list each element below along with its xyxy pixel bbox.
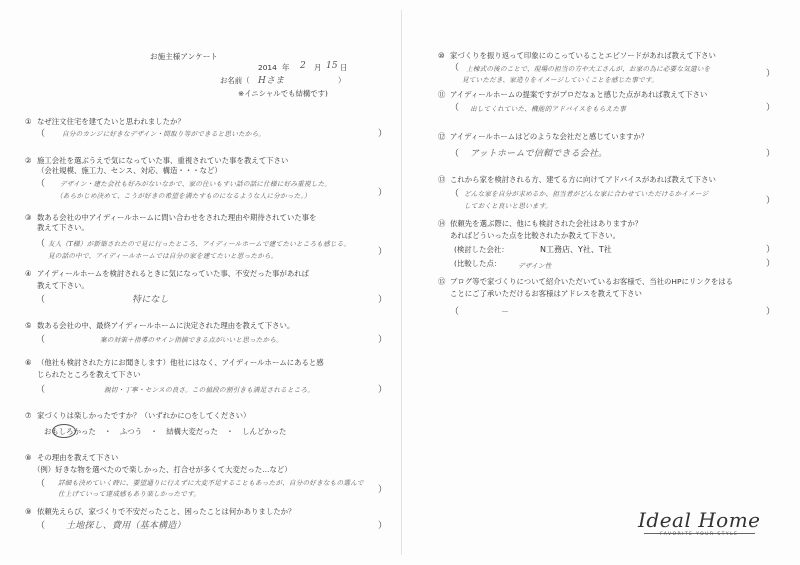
answer-9: 土地探し、費用（基本構造） (66, 521, 186, 531)
answer-open-paren: （ (36, 385, 46, 395)
question-15-line2: ことにご了承いただけるお客様はアドレスを教えて下さい (450, 289, 642, 298)
answer-open-paren: （ (36, 521, 46, 531)
answer-3: 友人（T様）が新築されたので見に行ったところ、アイディールホームで建てたいところも感じる。 (48, 240, 351, 248)
answer-close-paren: ） (766, 259, 776, 269)
answer-open-paren: （ (450, 63, 460, 73)
question-13 (438, 174, 716, 185)
answer-open-paren: （ (450, 307, 460, 317)
answer-11: 出してくれていた、機能的アドバイスをもらえた事 (470, 105, 627, 113)
question-text: その理由を教えて下さい (37, 453, 119, 462)
answer-10-line2: 見ていただき、家造りをイメージしていくことを感じた事です。 (462, 76, 659, 84)
question-number: ⑤ (25, 321, 32, 330)
choice-separator: ・ (150, 427, 158, 436)
question-text: 施工会社を選ぶうえで気になっていた事、重視されていた事を教えて下さい (37, 156, 289, 165)
answer-6: 親切・丁寧・センスの良さ。この値段の割引きも満足されるところ。 (104, 386, 315, 394)
question-number: ⑭ (438, 219, 446, 228)
date-year-unit: 年 (282, 63, 290, 72)
name-label: お名前（ (220, 76, 250, 85)
date-day: 15 (326, 61, 338, 71)
question-8-example: （例）好きな物を選べたので楽しかった、打合せが多くて大変だった…など） (33, 465, 292, 474)
answer-close-paren: ） (378, 521, 388, 531)
question-text: 依頼先えらび、家づくりで不安だったこと、困ったことは何かありましたか？ (37, 507, 296, 516)
answer-open-paren: （ (36, 335, 46, 345)
question-10 (438, 50, 716, 61)
question-number: ③ (25, 213, 32, 222)
question-number: ⑦ (25, 411, 32, 420)
question-number: ⑩ (438, 51, 445, 60)
question-5 (25, 320, 294, 331)
selected-choice-circle (52, 424, 76, 438)
compared-companies-value: N工務店、Y社、T社 (540, 245, 612, 254)
answer-close-paren: ） (378, 247, 388, 257)
answer-open-paren: （ (36, 479, 46, 489)
question-number: ⑫ (438, 132, 446, 141)
answer-close-paren: ） (766, 307, 776, 317)
question-text: アイディールホームはどのような会社だと感じていますか？ (450, 132, 649, 141)
choice-separator: ・ (226, 427, 234, 436)
question-number: ⑨ (25, 507, 32, 516)
question-4 (25, 268, 309, 279)
choice-separator: ・ (104, 427, 112, 436)
question-number: ⑮ (438, 277, 446, 286)
answer-8: 詳細も決めていく時に、要望通りに行えずに大変不足することもあったが、自分の好きなもの選んで (58, 479, 364, 487)
question-9 (25, 506, 295, 517)
logo-tagline: FAVORITE YOUR STYLE (660, 532, 739, 537)
question-6-line2: じられたところを教えて下さい (37, 370, 141, 379)
question-6 (25, 357, 324, 368)
question-3-line2: 教えて下さい。 (37, 223, 89, 232)
date-month-unit: 月 (314, 63, 322, 72)
answer-close-paren: ） (766, 149, 776, 159)
answer-5: 案の対策＋指導のサイン指摘できる点がいいと思ったから。 (100, 336, 283, 344)
question-8 (25, 452, 118, 463)
page-fold-divider (401, 10, 402, 555)
answer-close-paren: ） (766, 245, 776, 255)
choice-normal[interactable]: ふつう (119, 427, 143, 436)
answer-2: デザイン・建た会社も好みがないなかで、家の住いもすい話の話に仕様に好み重視した。 (60, 180, 332, 188)
question-number: ⑥ (25, 358, 32, 367)
answer-4: 特になし (132, 295, 169, 305)
date-day-unit: 日 (340, 63, 348, 72)
question-text: （他社も検討された方にお聞きします）他社にはなく、アイディールホームにあると感 (37, 358, 324, 367)
answer-12: アットホームで信頼できる会社。 (470, 149, 608, 159)
question-number: ④ (25, 269, 32, 278)
answer-13-line2: しておくと良いと思います。 (464, 202, 552, 210)
question-number: ⑬ (438, 175, 446, 184)
question-text: アイディールホームを検討されるときに気になっていた事、不安だった事があれば (37, 269, 310, 278)
answer-1: 自分のカンジに好きなデザイン・間取り等ができると思いたから。 (62, 130, 266, 138)
initial-note: ※イニシャルでも結構です) (238, 89, 328, 98)
choice-fun[interactable]: おもしろかった (44, 427, 96, 436)
question-number: ① (25, 117, 32, 126)
blank-answer-mark (502, 311, 508, 312)
answer-open-paren: （ (36, 179, 46, 189)
question-text: 家づくりは楽しかったですか？（いずれかに○をしてください） (37, 411, 251, 420)
survey-title: お施主様アンケート (150, 52, 218, 61)
question-14 (438, 218, 642, 229)
question-text: これから家を検討される方、建てる方に向けてアドバイスがあれば教えて下さい (450, 175, 716, 184)
answer-close-paren: ） (378, 129, 388, 139)
question-number: ② (25, 156, 32, 165)
answer-close-paren: ） (766, 69, 776, 79)
compared-points-label: (比較した点： (454, 259, 502, 268)
date-year: 2014 (258, 63, 277, 72)
ideal-home-logo (638, 508, 761, 537)
question-number: ⑪ (438, 90, 446, 99)
answer-open-paren: （ (450, 189, 460, 199)
choice-hard[interactable]: 結構大変だった (166, 427, 218, 436)
answer-3-line2: 見の話の中で、アイディールホームでは自分の家を建てたいと思ったから。 (48, 252, 278, 260)
question-1 (25, 116, 185, 127)
answer-close-paren: ） (378, 295, 388, 305)
date-month: 2 (300, 61, 306, 71)
compared-points-value: デザイン性 (518, 262, 552, 270)
answer-close-paren: ） (378, 385, 388, 395)
question-number: ⑧ (25, 453, 32, 462)
choice-row (44, 426, 286, 437)
question-4-line2: 教えて下さい。 (37, 281, 89, 290)
answer-open-paren: （ (36, 129, 46, 139)
answer-10: 上棟式の後のことで、現場の担当の方や大工さんが、お家の為に必要な気遣いを (466, 65, 711, 73)
answer-13: どんな家を自分が求めるか、担当者がどんな家に合わせていただけるかイメージ (464, 190, 709, 198)
answer-open-paren: （ (36, 295, 46, 305)
question-12 (438, 131, 648, 142)
answer-close-paren: ） (766, 196, 776, 206)
question-text: なぜ注文住宅を建てたいと思われましたか？ (37, 117, 185, 126)
question-14-line2: あればどういった点を比較されたか教えて下さい。 (450, 231, 620, 240)
question-7 (25, 410, 250, 421)
answer-close-paren: ） (378, 188, 388, 198)
question-text: 数ある会社の中アイディールホームに問い合わせをされた理由や期待されていた事を (37, 213, 317, 222)
answer-2-line2: （あらかじめ決めて、こうが好きの希望を満たすものになるような人に分かった。） (56, 192, 311, 200)
question-text: 数ある会社の中、最終アイディールホームに決定された理由を教えて下さい。 (37, 321, 295, 330)
answer-close-paren: ） (378, 335, 388, 345)
question-2-sub: （会社規模、施工力、センス、対応、構造・・・など） (37, 166, 222, 175)
question-text: ブログ等で家づくりについて紹介いただいているお客様で、当社のHPにリンクをはる (450, 277, 734, 286)
question-text: 依頼先を選ぶ際に、他にも検討された会社はありますか？ (450, 219, 643, 228)
answer-close-paren: ） (378, 485, 388, 495)
answer-open-paren: （ (450, 149, 460, 159)
answer-open-paren: （ (36, 239, 46, 249)
name-close: ） (338, 76, 346, 85)
compared-companies-label: (検討した会社： (454, 245, 509, 254)
question-11 (438, 89, 707, 100)
answer-open-paren: （ (450, 103, 460, 113)
question-text: アイディールホームの提案ですがプロだなぁと感じた点があれば教えて下さい (450, 90, 708, 99)
logo-wordmark: Ideal Home (638, 508, 761, 532)
choice-tiring[interactable]: しんどかった (242, 427, 287, 436)
question-text: 家づくりを振り返って印象にのこっていることエピソードがあれば教えて下さい (450, 51, 716, 60)
question-15 (438, 276, 733, 287)
name-value: Hさま (258, 76, 285, 86)
answer-close-paren: ） (766, 103, 776, 113)
answer-8-line2: 仕上げていって達成感もあり楽しかったです。 (58, 490, 201, 498)
